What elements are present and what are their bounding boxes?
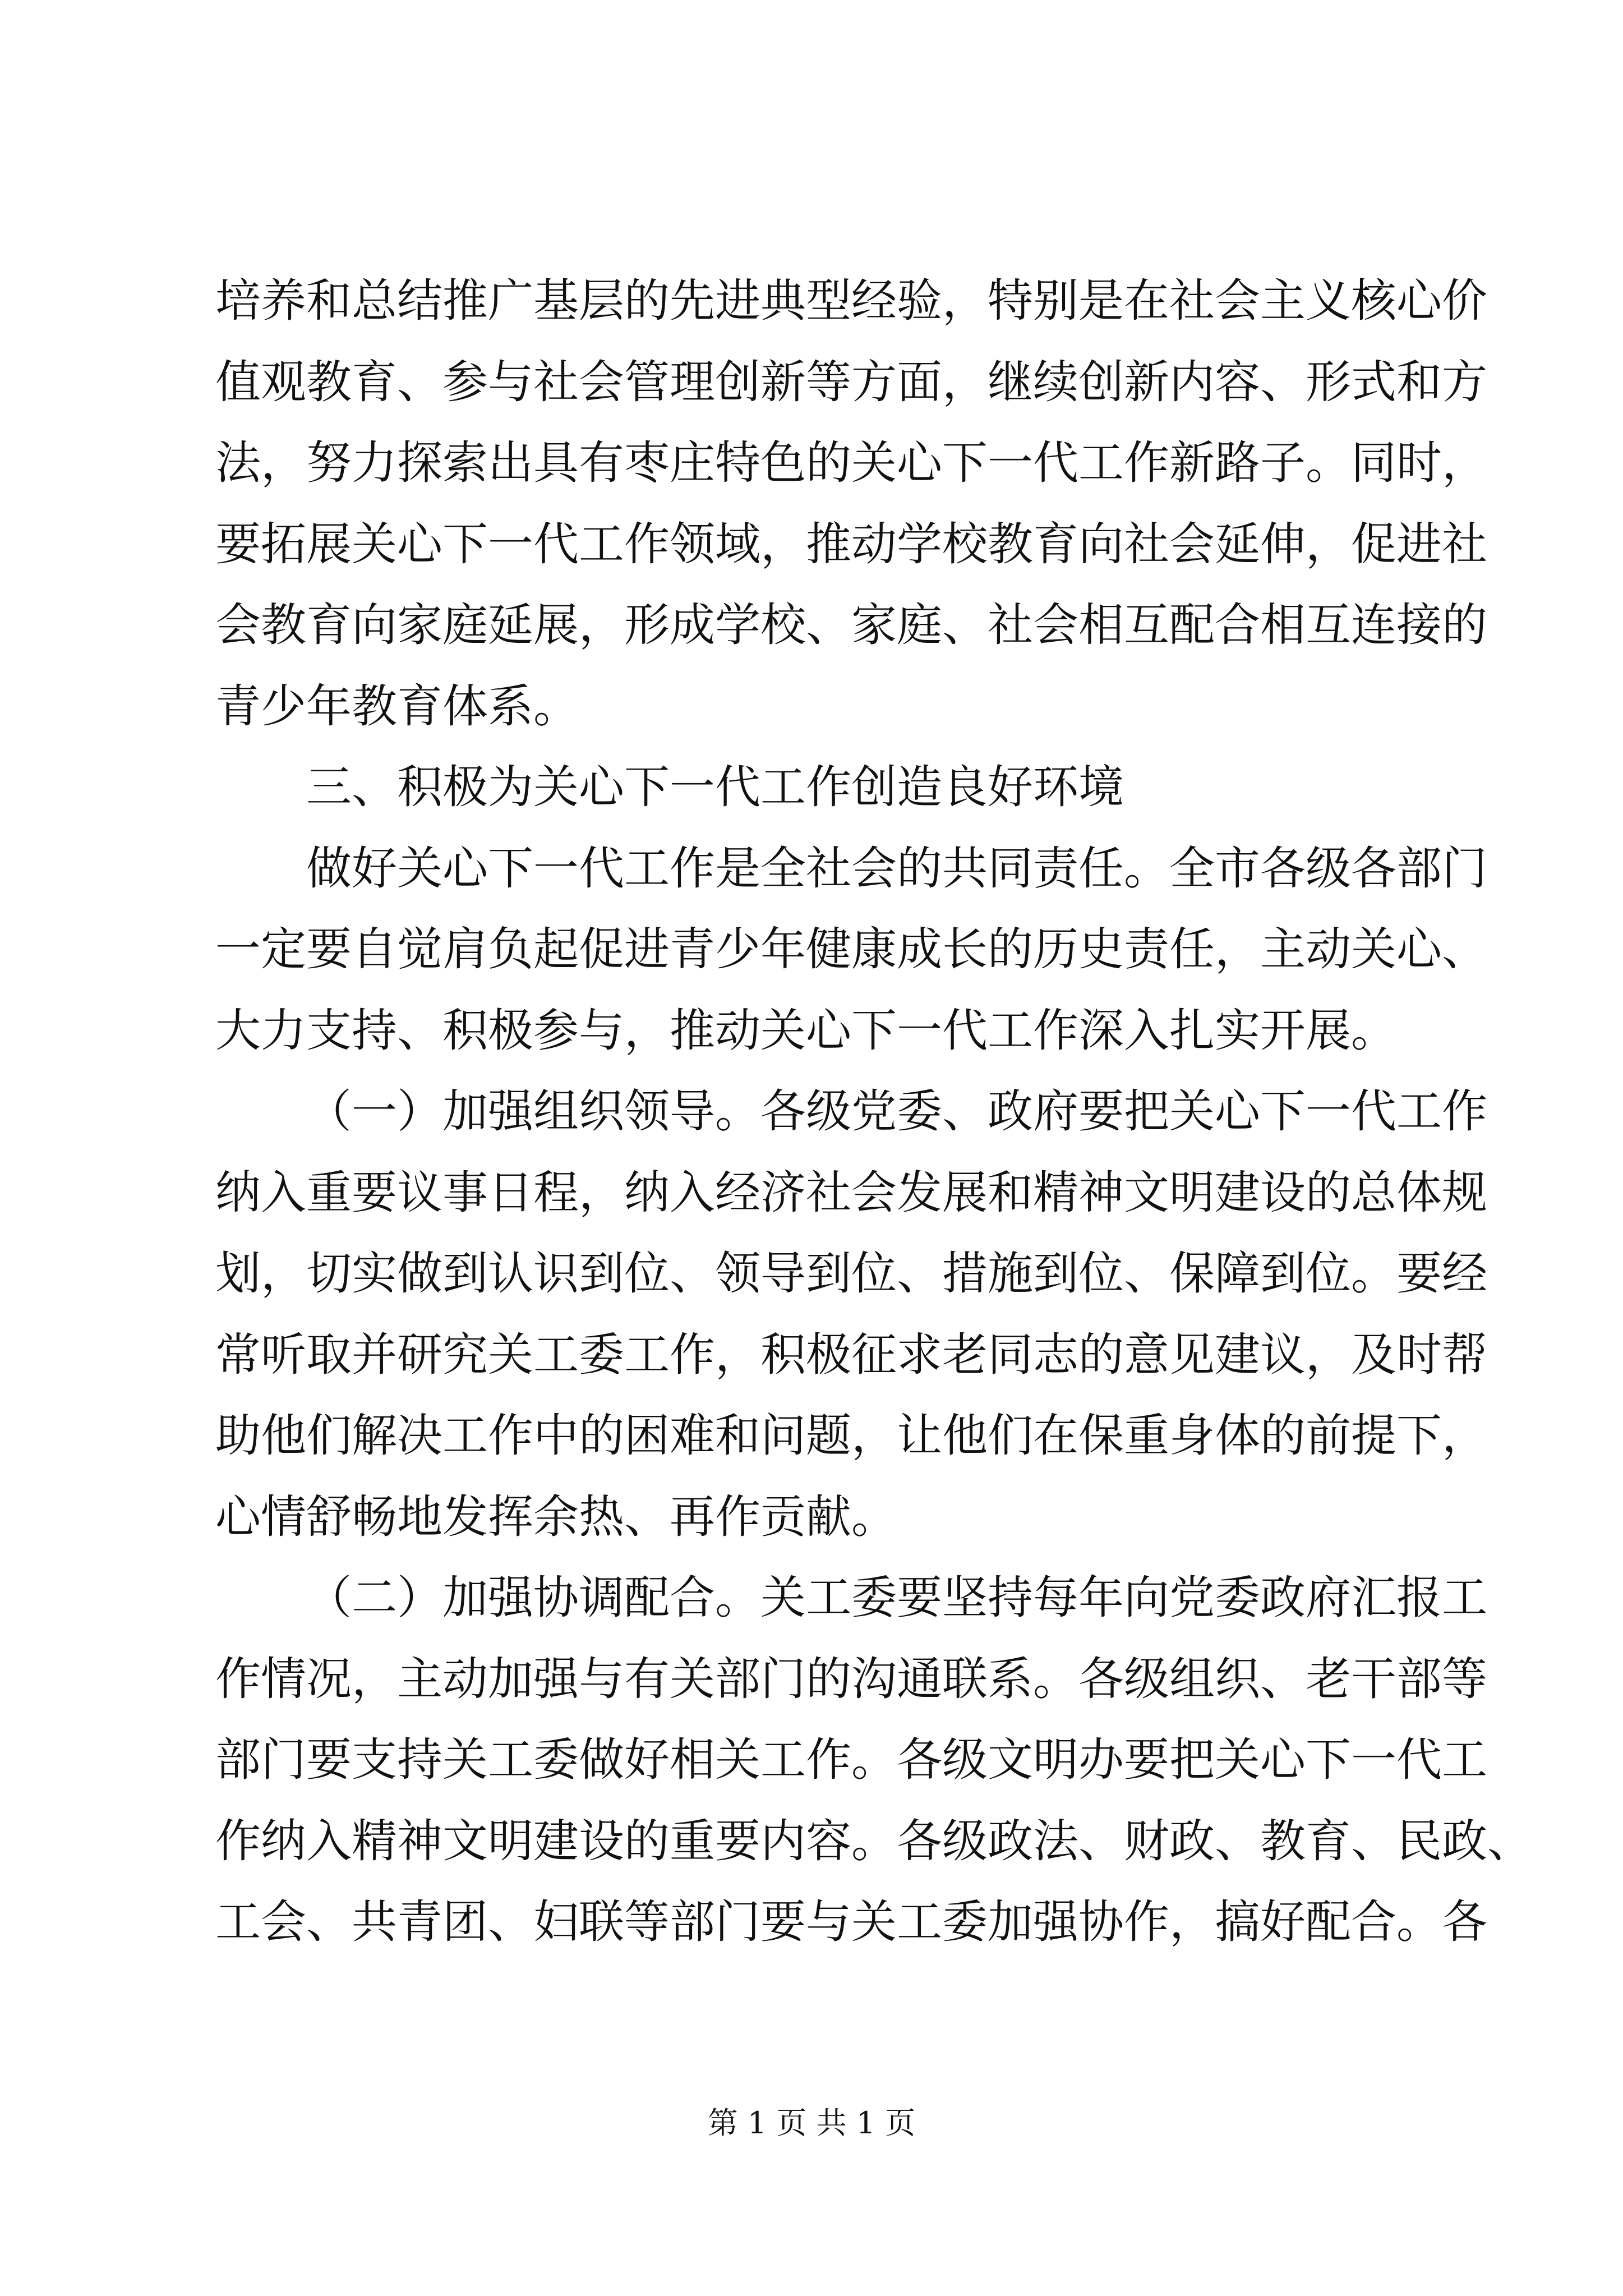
text-line: 培养和总结推广基层的先进典型经验，特别是在社会主义核心价 xyxy=(215,275,1488,328)
text-line: （二）加强协调配合。关工委要坚持每年向党委政府汇报工 xyxy=(306,1572,1488,1625)
paragraph-item-2 xyxy=(215,1558,1533,1963)
text-line: 划，切实做到认识到位、领导到位、措施到位、保障到位。要经 xyxy=(215,1248,1488,1300)
text-line: 部门要支持关工委做好相关工作。各级文明办要把关心下一代工 xyxy=(215,1734,1488,1787)
paragraph-intro xyxy=(215,829,1488,1072)
paragraph-continued xyxy=(215,261,1488,747)
text-line: 心情舒畅地发挥余热、再作贡献。 xyxy=(215,1490,897,1544)
heading-line: 三、积极为关心下一代工作创造良好环境 xyxy=(306,761,1124,814)
page-footer xyxy=(0,2101,1623,2146)
text-line: 作情况，主动加强与有关部门的沟通联系。各级组织、老干部等 xyxy=(215,1653,1488,1706)
text-line: 工会、共青团、妇联等部门要与关工委加强协作，搞好配合。各 xyxy=(215,1896,1488,1949)
text-line: 做好关心下一代工作是全社会的共同责任。全市各级各部门 xyxy=(306,842,1488,895)
text-line: 纳入重要议事日程，纳入经济社会发展和精神文明建设的总体规 xyxy=(215,1166,1488,1220)
text-line: 法，努力探索出具有枣庄特色的关心下一代工作新路子。同时， xyxy=(215,437,1488,490)
text-line: 要拓展关心下一代工作领域，推动学校教育向社会延伸，促进社 xyxy=(215,518,1488,571)
text-line: 值观教育、参与社会管理创新等方面，继续创新内容、形式和方 xyxy=(215,356,1488,409)
text-line: （一）加强组织领导。各级党委、政府要把关心下一代工作 xyxy=(306,1085,1488,1138)
text-line: 青少年教育体系。 xyxy=(215,680,579,733)
paragraph-item-1 xyxy=(215,1071,1488,1558)
section-heading xyxy=(215,747,1421,829)
text-line: 大力支持、积极参与，推动关心下一代工作深入扎实开展。 xyxy=(215,1004,1397,1057)
text-line: 助他们解决工作中的困难和问题，让他们在保重身体的前提下， xyxy=(215,1410,1488,1462)
text-line: 作纳入精神文明建设的重要内容。各级政法、财政、教育、民政、 xyxy=(215,1815,1533,1868)
text-line: 常听取并研究关工委工作，积极征求老同志的意见建议，及时帮 xyxy=(215,1328,1488,1382)
text-line: 会教育向家庭延展，形成学校、家庭、社会相互配合相互连接的 xyxy=(215,599,1488,652)
document-body xyxy=(215,261,1533,1963)
text-line: 一定要自觉肩负起促进青少年健康成长的历史责任，主动关心、 xyxy=(215,923,1488,976)
page-number-label: 第 1 页 共 1 页 xyxy=(707,2105,916,2141)
